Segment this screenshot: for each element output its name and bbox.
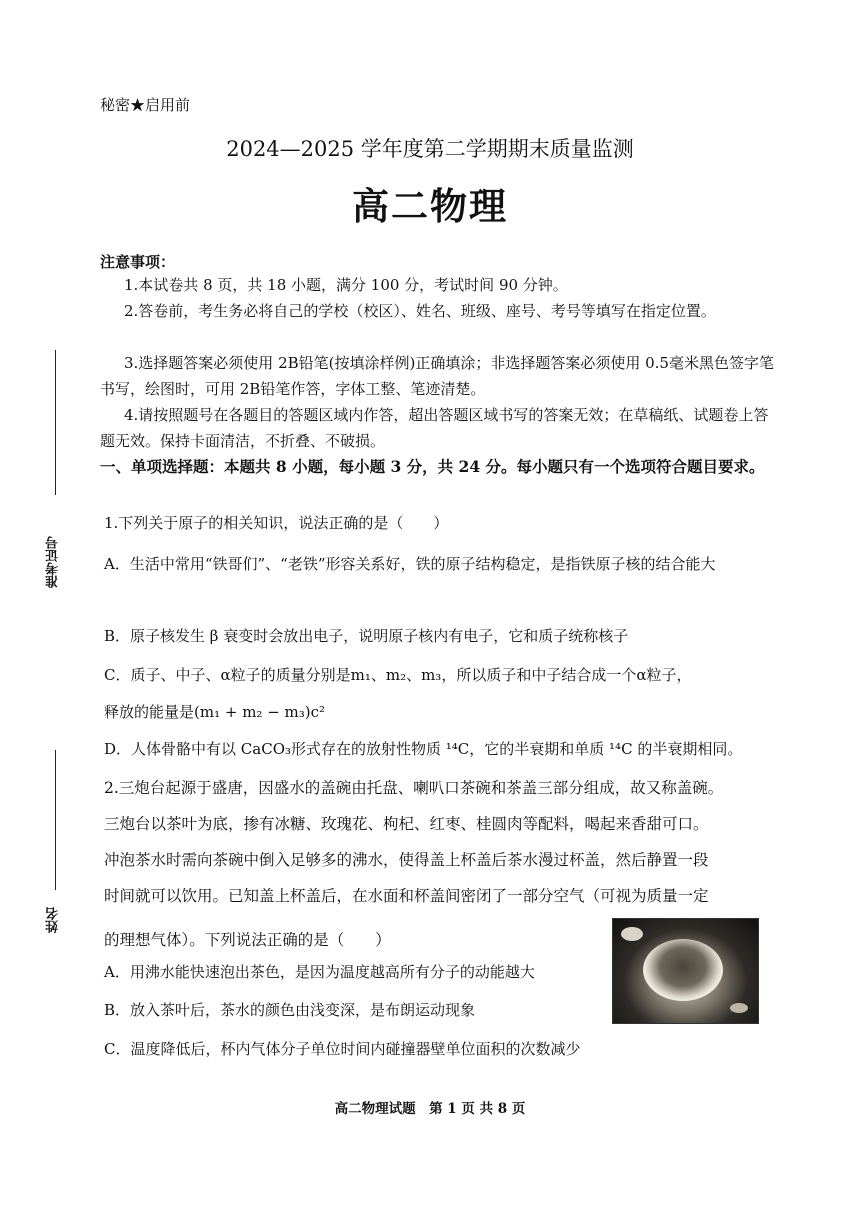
q1-option-d: D．人体骨骼中有以 CaCO₃形式存在的放射性物质 ¹⁴C，它的半衰期和单质 ¹⁴C 的半衰期相同。 — [104, 740, 743, 758]
q2-stem-line-2: 三炮台以茶叶为底，掺有冰糖、玫瑰花、枸杞、红枣、桂圆肉等配料，喝起来香甜可口。 — [104, 815, 709, 833]
section-heading: 一、单项选择题：本题共 8 小题，每小题 3 分，共 24 分。每小题只有一个选项符合题目要求。 — [100, 457, 765, 476]
photo-highlight — [621, 927, 643, 941]
notice-heading: 注意事项： — [100, 253, 176, 271]
page-footer: 高二物理试题 第 1 页 共 8 页 — [334, 1101, 526, 1117]
subject-title: 高二物理 — [352, 184, 508, 228]
q2-stem-line-3: 冲泡茶水时需向茶碗中倒入足够多的沸水，使得盖上杯盖后茶水漫过杯盖，然后静置一段 — [104, 851, 709, 869]
gaiwan-bowl-image — [643, 939, 723, 1001]
q2-option-b: B．放入茶叶后，茶水的颜色由浅变深，是布朗运动现象 — [104, 1001, 476, 1019]
q1-option-b: B．原子核发生 β 衰变时会放出电子，说明原子核内有电子，它和质子统称核子 — [104, 627, 629, 645]
notice-item-1: 1.本试卷共 8 页，共 18 小题，满分 100 分，考试时间 90 分钟。 — [124, 276, 568, 294]
exam-no-label: 准考证号 — [46, 536, 61, 588]
photo-highlight — [730, 1003, 748, 1013]
confidential-mark: 秘密★启用前 — [100, 96, 191, 114]
name-label: 姓名 — [46, 907, 61, 933]
notice-item-4: 4.请按照题号在各题目的答题区域内作答，超出答题区域书写的答案无效；在草稿纸、试题卷上答题无效。保持卡面清洁，不折叠、不破损。 — [100, 406, 769, 450]
q2-option-a: A．用沸水能快速泡出茶色，是因为温度越高所有分子的动能越大 — [104, 963, 535, 981]
q1-stem: 1.下列关于原子的相关知识，说法正确的是（ ） — [104, 514, 449, 532]
q1-option-a: A．生活中常用“铁哥们”、“老铁”形容关系好，铁的原子结构稳定，是指铁原子核的结合能大 — [104, 555, 716, 573]
notice-item-3: 3.选择题答案必须使用 2B铅笔(按填涂样例)正确填涂；非选择题答案必须使用 0.5毫米黑色签字笔书写，绘图时，可用 2B铅笔作答，字体工整、笔迹清楚。 — [100, 354, 774, 398]
q1-option-c-line2: 释放的能量是(m₁ + m₂ − m₃)c² — [104, 703, 326, 721]
notice-item-2: 2.答卷前，考生务必将自己的学校（校区）、姓名、班级、座号、考号等填写在指定位置。 — [124, 302, 716, 320]
q2-stem-line-1: 2.三炮台起源于盛唐，因盛水的盖碗由托盘、喇叭口茶碗和茶盖三部分组成，故又称盖碗。 — [104, 779, 724, 797]
q2-option-c: C．温度降低后，杯内气体分子单位时间内碰撞器壁单位面积的次数减少 — [104, 1040, 581, 1058]
tea-bowl-photo — [612, 918, 759, 1024]
q2-stem-line-4: 时间就可以饮用。已知盖上杯盖后，在水面和杯盖间密闭了一部分空气（可视为质量一定 — [104, 887, 709, 905]
exam-title: 2024—2025 学年度第二学期期末质量监测 — [226, 137, 634, 161]
q1-option-c-line1: C．质子、中子、α粒子的质量分别是m₁、m₂、m₃，所以质子和中子结合成一个α粒子， — [104, 666, 692, 684]
binding-line-top — [55, 350, 56, 495]
binding-line-bottom — [55, 750, 56, 890]
q2-stem-line-5: 的理想气体）。下列说法正确的是（ ） — [104, 931, 391, 949]
